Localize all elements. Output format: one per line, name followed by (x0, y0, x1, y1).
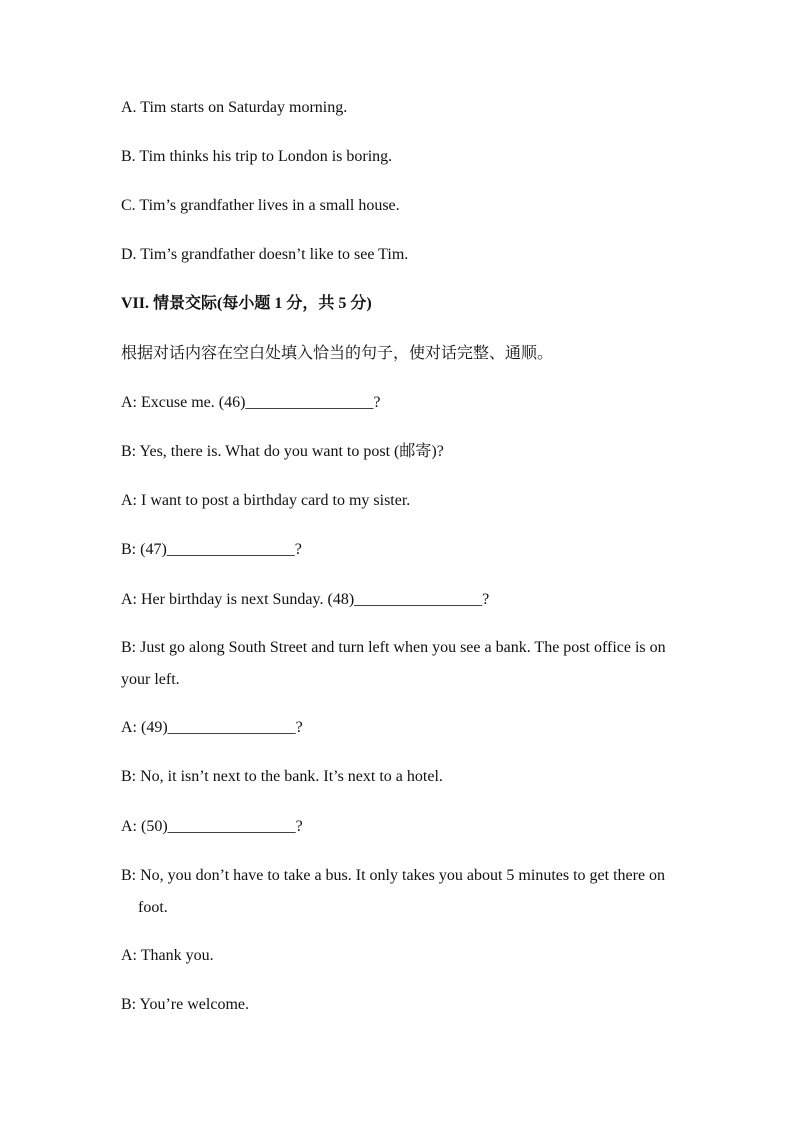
dialogue-line-50: A: (50)________________? (121, 818, 303, 835)
dialogue-line-continuation: foot. (138, 899, 168, 916)
dialogue-line: B: Just go along South Street and turn left when you see a bank. The post office is on (121, 639, 666, 656)
dialogue-line-47: B: (47)________________? (121, 541, 302, 558)
option-b: B. Tim thinks his trip to London is boring. (121, 148, 393, 165)
option-d: D. Tim’s grandfather doesn’t like to see Tim. (121, 246, 409, 263)
dialogue-line: B: No, it isn’t next to the bank. It’s next to a hotel. (121, 768, 443, 785)
dialogue-line-48: A: Her birthday is next Sunday. (48)________________? (121, 591, 490, 608)
section-heading: VII. 情景交际(每小题 1 分，共 5 分) (121, 295, 372, 312)
dialogue-line: A: Thank you. (121, 947, 214, 964)
dialogue-line: A: I want to post a birthday card to my sister. (121, 492, 411, 509)
dialogue-line: B: You’re welcome. (121, 996, 249, 1013)
option-c: C. Tim’s grandfather lives in a small house. (121, 197, 400, 214)
dialogue-line: B: Yes, there is. What do you want to post (邮寄)? (121, 443, 444, 460)
dialogue-line: B: No, you don’t have to take a bus. It only takes you about 5 minutes to get there on (121, 867, 666, 884)
section-instruction: 根据对话内容在空白处填入恰当的句子，使对话完整、通顺。 (121, 345, 554, 362)
dialogue-line-49: A: (49)________________? (121, 719, 303, 736)
dialogue-line-continuation: your left. (121, 671, 180, 688)
dialogue-line-46: A: Excuse me. (46)________________? (121, 394, 381, 411)
option-a: A. Tim starts on Saturday morning. (121, 99, 348, 116)
